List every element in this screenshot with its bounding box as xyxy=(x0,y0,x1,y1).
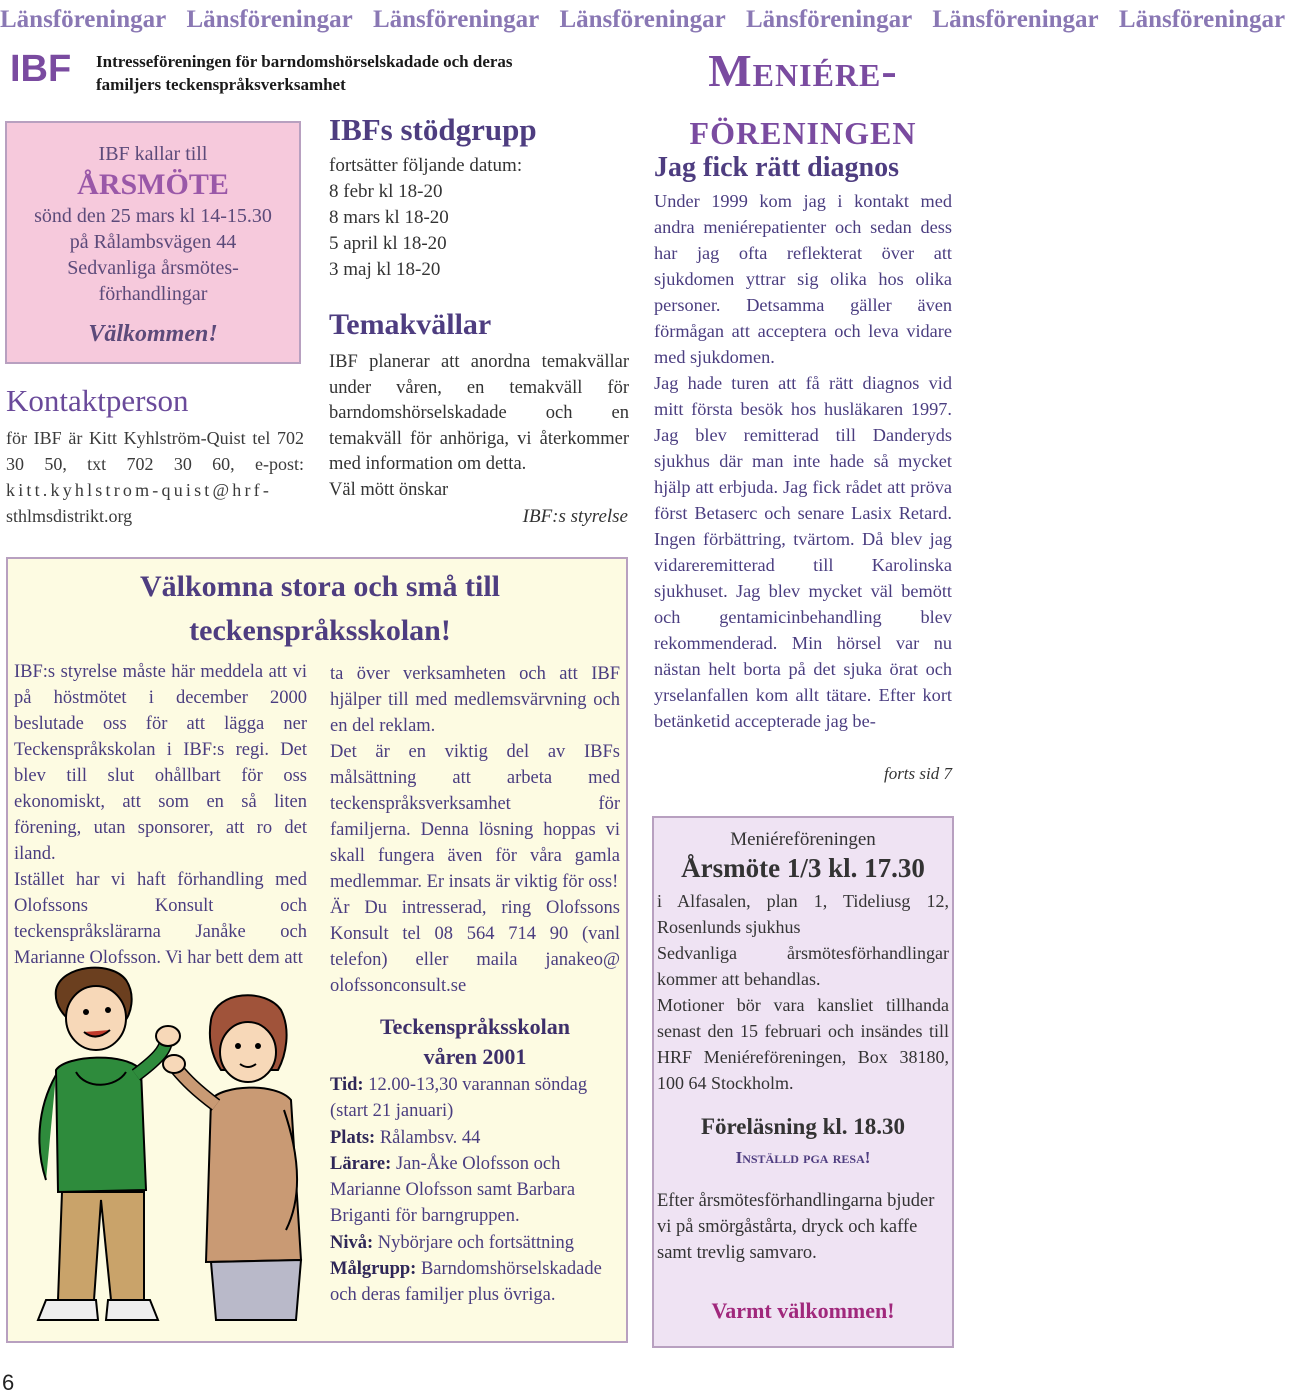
stodgrupp-intro: fortsätter följande datum: xyxy=(329,155,523,176)
skolan-heading xyxy=(60,565,580,653)
arsmote-welcome: Välkommen! xyxy=(88,321,218,347)
menie-heading: Jag fick rätt diagnos xyxy=(654,152,899,183)
stodgrupp-heading: IBFs stödgrupp xyxy=(329,112,537,147)
skolan-heading-line2: teckenspråksskolan! xyxy=(189,614,451,647)
course-niva xyxy=(330,1230,620,1256)
stodgrupp-date: 8 febr kl 18-20 xyxy=(329,181,443,202)
menie-box-org: Meniéreföreningen xyxy=(730,829,876,850)
tema-closing: Väl mött önskar xyxy=(329,479,449,500)
course-heading-line2: våren 2001 xyxy=(423,1044,527,1069)
kontakt-body: för IBF är Kitt Kyhlström-Quist tel 702 30 50, txt 702 30 60, e-post: xyxy=(6,428,304,474)
girl-figure xyxy=(163,995,301,1320)
continued-note: forts sid 7 xyxy=(883,764,952,783)
menie-box-paragraph: Motioner bör vara kansliet tillhanda senast den 15 februari och insändes till HRF Meniéreföreningen, Box 38180, 100 64 Stockholm. xyxy=(657,995,949,1093)
menie-paragraph: Under 1999 kom jag i kontakt med andra meniérepatienter och sedan dess har jag ofta reflekterat över att sjukdomen yttrar sig olika hos olika personer. Detsamma gäller även förmågan att acceptera och leva vidare med sjukdomen. xyxy=(654,191,952,367)
skolan-column2 xyxy=(330,661,620,999)
skolan-column1 xyxy=(14,659,307,971)
children-signing-illustration xyxy=(16,960,308,1336)
kontakt-text xyxy=(6,425,304,529)
menie-box-paragraph: Sedvanliga årsmötesförhandlingar kommer att behandlas. xyxy=(657,943,949,989)
arsmote-box xyxy=(5,121,301,364)
arsmote-date: sönd den 25 mars kl 14-15.30 xyxy=(34,205,272,227)
course-niva-label: Nivå: xyxy=(330,1232,374,1253)
stodgrupp-date: 3 maj kl 18-20 xyxy=(329,259,441,280)
lecture-heading: Föreläsning kl. 18.30 xyxy=(700,1114,906,1139)
course-tid-value: 12.00-13,30 varannan söndag (start 21 januari) xyxy=(330,1075,588,1122)
banner-word: Länsföreningar xyxy=(186,6,353,33)
skolan-paragraph: Det är en viktig del av IBFs målsättning att arbeta med teckenspråksverksamhet för familjerna. Denna lösning hoppas vi skall fungera även för våra gamla medlemmar. Er insats är viktig för oss! xyxy=(330,742,620,892)
kontakt-email-link-end[interactable]: sthlmsdistrikt.org xyxy=(6,506,133,526)
course-plats xyxy=(330,1125,620,1151)
skolan-paragraph: Istället har vi haft förhandling med Olofssons Konsult och teckenspråkslärarna Janåke och Marianne Olofsson. Vi har bett dem att xyxy=(14,870,307,968)
tema-body: IBF planerar att anordna temakvällar under våren, en temakväll för barndomshörselskadade och en temakväll för anhöriga, vi återkommer med information om detta. xyxy=(329,352,629,474)
menie-box-text xyxy=(657,888,949,1096)
menie-box-title: Årsmöte 1/3 kl. 17.30 xyxy=(681,853,925,883)
course-larare xyxy=(330,1151,620,1230)
illustration-svg xyxy=(16,960,308,1336)
course-malgrupp xyxy=(330,1256,620,1309)
tema-signature: IBF:s styrelse xyxy=(522,506,628,527)
kontakt-heading: Kontaktperson xyxy=(6,383,189,418)
arsmote-line5: Sedvanliga årsmötes- xyxy=(67,257,239,279)
stodgrupp-text xyxy=(329,153,629,283)
ibf-subtitle-line2: familjers teckenspråksverksamhet xyxy=(96,75,346,94)
course-niva-value: Nybörjare och fortsättning xyxy=(373,1232,575,1253)
skolan-paragraph: ta över verksamheten och att IBF hjälper till med medlemsvärvning och en del reklam. xyxy=(330,664,620,736)
course-details xyxy=(330,1072,620,1309)
banner-word: Länsföreningar xyxy=(932,6,1099,33)
skolan-paragraph: IBF:s styrelse måste här meddela att vi på höstmötet i december 2000 beslutade oss för att lägga ner Teckenspråkskolan i IBF:s regi. Det blev till slut ohållbart för oss ekonomiskt, att som en så liten förening, utan sponsorer, att ro det iland. xyxy=(14,662,307,864)
course-larare-label: Lärare: xyxy=(330,1153,392,1174)
stodgrupp-date: 8 mars kl 18-20 xyxy=(329,207,449,228)
banner-word: Länsföreningar xyxy=(1118,6,1286,33)
ibf-logo: IBF xyxy=(10,48,72,90)
arsmote-line1: IBF kallar till xyxy=(98,143,208,165)
tema-text xyxy=(329,350,629,503)
course-plats-value: Rålambsv. 44 xyxy=(375,1127,481,1148)
arsmote-place: på Rålambsvägen 44 xyxy=(69,231,237,253)
ibf-subtitle-line1: Intresseföreningen för barndomshörselskadade och deras xyxy=(96,52,513,71)
menie-article xyxy=(654,188,952,734)
skolan-paragraph: Är Du intresserad, ring Olofssons Konsult tel 08 564 714 90 (vanl telefon) eller maila janakeo@ olofssonconsult.se xyxy=(330,898,620,996)
stodgrupp-date: 5 april kl 18-20 xyxy=(329,233,447,254)
course-plats-label: Plats: xyxy=(330,1127,376,1148)
ibf-subtitle xyxy=(96,50,596,96)
banner-word: Länsföreningar xyxy=(559,6,726,33)
skolan-heading-line1: Välkomna stora och små till xyxy=(140,570,500,603)
header-banner xyxy=(0,0,1286,42)
menie-box-paragraph: i Alfasalen, plan 1, Tideliusg 12, Rosenlunds sjukhus xyxy=(657,891,949,937)
course-malgrupp-label: Målgrupp: xyxy=(330,1259,417,1280)
banner-word: Länsföreningar xyxy=(372,6,540,33)
arsmote-line6: förhandlingar xyxy=(98,283,208,305)
course-heading xyxy=(330,1012,620,1072)
menie-paragraph: Jag hade turen att få rätt diagnos vid mitt första besök hos husläkaren 1997. Jag blev remitterad till Danderyds sjukhus där man inte hade så mycket hjälp att erbjuda. Jag fick rådet att pröva först Betaserc och senare Lasix Retard. Ingen förbättring, tvärtom. Då blev jag vidareremitterad till Karolinska sjukhuset. Jag blev mycket väl bemött och gentamicinbehandling blev rekommenderad. Min hörsel var nu nästan helt borta på det sjuka örat och yrselanfallen kom allt tätare. Efter kort betänketid accepterade jag be- xyxy=(654,373,952,731)
page-number: 6 xyxy=(2,1370,15,1395)
lecture-cancelled: Inställd pga resa! xyxy=(735,1148,871,1167)
course-larare-value: Jan-Åke Olofsson och Marianne Olofsson samt Barbara Briganti för barngruppen. xyxy=(330,1153,576,1227)
tema-heading: Temakvällar xyxy=(329,308,492,341)
course-tid-label: Tid: xyxy=(330,1075,364,1095)
arsmote-title: ÅRSMÖTE xyxy=(77,168,229,201)
course-heading-line1: Teckenspråksskolan xyxy=(380,1014,570,1039)
banner-word: Länsföreningar xyxy=(745,6,913,33)
banner-word: Länsföreningar xyxy=(0,6,167,33)
boy-figure xyxy=(38,968,180,1320)
course-tid xyxy=(330,1072,620,1125)
menie-logo xyxy=(650,42,956,158)
menie-box-welcome: Varmt välkommen! xyxy=(711,1298,895,1323)
kontakt-email-link[interactable]: kitt.kyhlstrom-quist@hrf- xyxy=(6,480,273,500)
course-malgrupp-value: Barndomshörselskadade och deras familjer plus övriga. xyxy=(330,1259,602,1306)
menie-box-after: Efter årsmötesförhandlingarna bjuder vi på smörgåstårta, dryck och kaffe samt trevlig samvaro. xyxy=(657,1191,935,1263)
menie-logo-line2: föreningen xyxy=(689,103,917,154)
menie-logo-line1: Meniére- xyxy=(708,45,898,96)
